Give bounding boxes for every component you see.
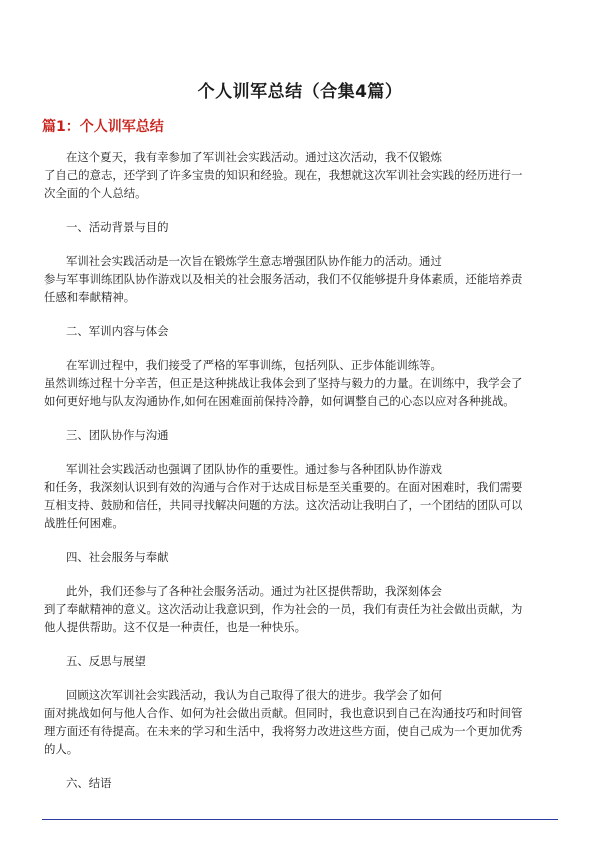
block-gap xyxy=(44,340,564,356)
subsection-heading: 一、活动背景与目的 xyxy=(66,220,169,234)
paragraph-line: 虽然训练过程十分辛苦，但正是这种挑战让我体会到了坚持与毅力的力量。在训练中，我学会了 xyxy=(44,376,523,390)
block-gap xyxy=(44,306,564,322)
paragraph-line: 在这个夏天，我有幸参加了军训社会实践活动。通过这次活动，我不仅锻炼 xyxy=(66,150,442,164)
paragraph xyxy=(44,148,564,202)
paragraph-line: 战胜任何困难。 xyxy=(44,516,124,530)
block-gap xyxy=(44,532,564,548)
subsection-heading: 五、反思与展望 xyxy=(66,654,146,668)
paragraph xyxy=(44,460,564,532)
block-gap xyxy=(44,202,564,218)
paragraph-line: 军训社会实践活动也强调了团队协作的重要性。通过参与各种团队协作游戏 xyxy=(66,462,442,476)
paragraph-line: 参与军事训练团队协作游戏以及相关的社会服务活动，我们不仅能够提升身体素质，还能培养责 xyxy=(44,272,523,286)
paragraph-line: 理方面还有待提高。在未来的学习和生活中，我将努力改进这些方面，使自己成为一个更加优秀 xyxy=(44,724,523,738)
paragraph xyxy=(44,252,564,306)
paragraph-line: 军训社会实践活动是一次旨在锻炼学生意志增强团队协作能力的活动。通过 xyxy=(66,254,442,268)
subsection-heading: 四、社会服务与奉献 xyxy=(66,550,169,564)
subsection-heading: 二、军训内容与体会 xyxy=(66,324,169,338)
paragraph-line: 在军训过程中，我们接受了严格的军事训练，包括列队、正步体能训练等。 xyxy=(66,358,442,372)
paragraph-line: 次全面的个人总结。 xyxy=(44,186,147,200)
footer-divider xyxy=(42,819,558,820)
paragraph-line: 互相支持、鼓励和信任，共同寻找解决问题的方法。这次活动让我明白了，一个团结的团队可以 xyxy=(44,498,523,512)
paragraph-line: 的人。 xyxy=(44,742,79,756)
block-gap xyxy=(44,236,564,252)
section-title: 篇1：个人训军总结 xyxy=(42,119,164,135)
block-gap xyxy=(44,410,564,426)
paragraph-line: 此外，我们还参与了各种社会服务活动。通过为社区提供帮助，我深刻体会 xyxy=(66,584,442,598)
block-gap xyxy=(44,444,564,460)
paragraph-line: 和任务，我深刻认识到有效的沟通与合作对于达成目标是至关重要的。在面对困难时，我们需要 xyxy=(44,480,523,494)
paragraph xyxy=(44,582,564,636)
block-gap xyxy=(44,636,564,652)
paragraph-line: 到了奉献精神的意义。这次活动让我意识到，作为社会的一员，我们有责任为社会做出贡献，为 xyxy=(44,602,523,616)
paragraph-line: 回顾这次军训社会实践活动，我认为自己取得了很大的进步。我学会了如何 xyxy=(66,688,442,702)
paragraph-line: 如何更好地与队友沟通协作,如何在困难面前保持冷静，如何调整自己的心态以应对各种挑战。 xyxy=(44,394,515,408)
paragraph-line: 了自己的意志，还学到了许多宝贵的知识和经验。现在，我想就这次军训社会实践的经历进行一 xyxy=(44,168,523,182)
subsection-heading: 三、团队协作与沟通 xyxy=(66,428,169,442)
paragraph xyxy=(44,356,564,410)
document-title: 个人训军总结（合集4篇） xyxy=(197,82,403,102)
paragraph xyxy=(44,686,564,758)
block-gap xyxy=(44,758,564,774)
paragraph-line: 他人提供帮助。这不仅是一种责任，也是一种快乐。 xyxy=(44,620,306,634)
subsection-heading: 六、结语 xyxy=(66,776,112,790)
paragraph-line: 面对挑战如何与他人合作、如何为社会做出贡献。但同时，我也意识到自己在沟通技巧和时间管 xyxy=(44,706,523,720)
block-gap xyxy=(44,566,564,582)
paragraph-line: 任感和奉献精神。 xyxy=(44,290,136,304)
block-gap xyxy=(44,670,564,686)
document-body xyxy=(44,148,564,792)
